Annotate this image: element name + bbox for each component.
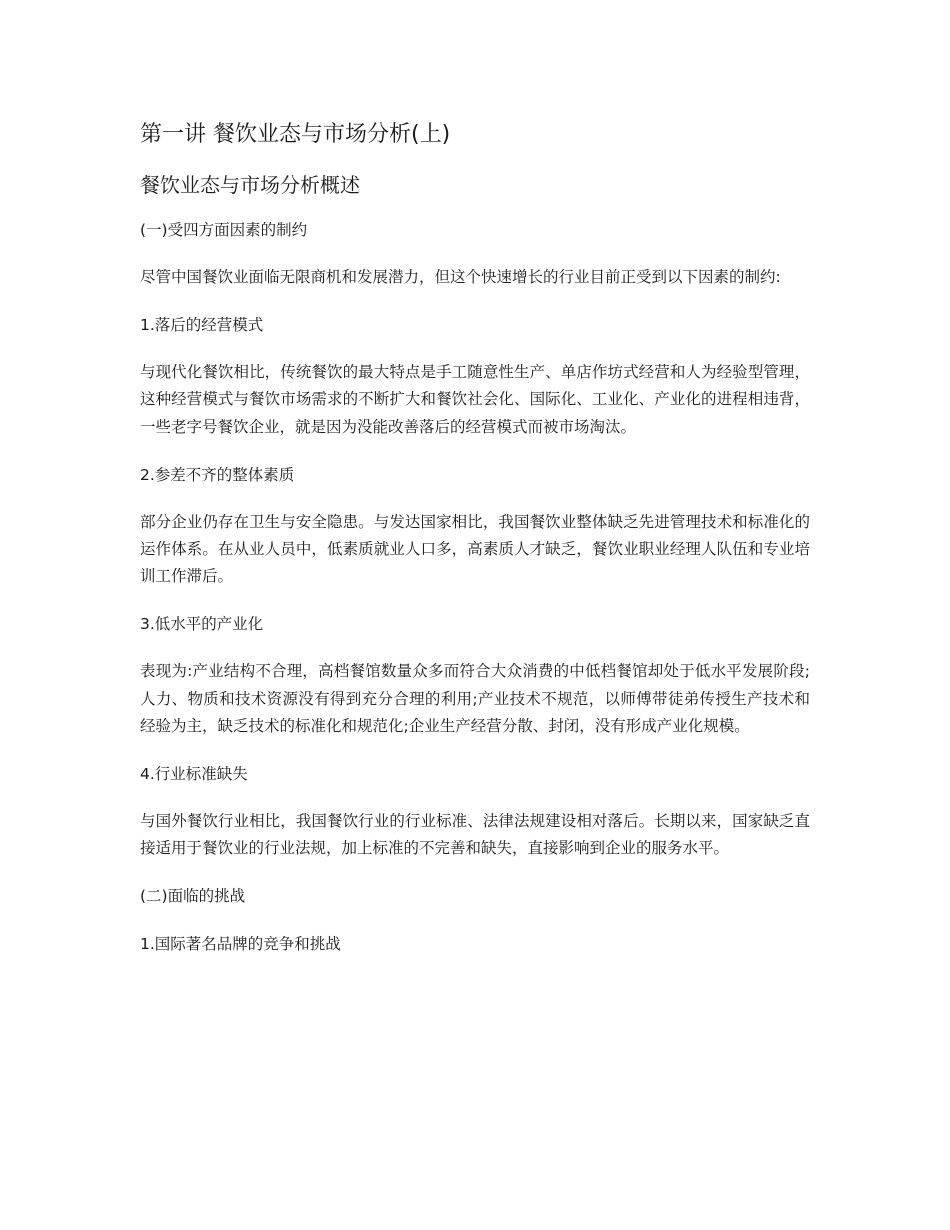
paragraph-intro: 尽管中国餐饮业面临无限商机和发展潜力，但这个快速增长的行业目前正受到以下因素的制约: (140, 268, 781, 286)
section-heading-challenges: (二)面临的挑战 (140, 887, 246, 906)
section-heading-standards: 4.行业标准缺失 (140, 765, 248, 784)
paragraph-industrialization: 表现为:产业结构不合理，高档餐馆数量众多而符合大众消费的中低档餐馆却处于低水平发展阶段;人力、物质和技术资源没有得到充分合理的利用;产业技术不规范，以师傅带徒弟传授生产技术和经验为主，缺乏技术的标准化和规范化;企业生产经营分散、封闭，没有形成产业化规模。 (140, 662, 810, 735)
document-title: 第一讲 餐饮业态与市场分析(上) (140, 122, 451, 147)
paragraph-standards: 与国外餐饮行业相比，我国餐饮行业的行业标准、法律法规建设相对落后。长期以来，国家缺乏直接适用于餐饮业的行业法规，加上标准的不完善和缺失，直接影响到企业的服务水平。 (140, 812, 810, 858)
section-heading-overall-quality: 2.参差不齐的整体素质 (140, 465, 295, 484)
section-heading-business-model: 1.落后的经营模式 (140, 316, 264, 335)
section-heading-constraints: (一)受四方面因素的制约 (140, 221, 308, 239)
paragraph-overall-quality: 部分企业仍存在卫生与安全隐患。与发达国家相比，我国餐饮业整体缺乏先进管理技术和标准化的运作体系。在从业人员中，低素质就业人口多，高素质人才缺乏，餐饮业职业经理人队伍和专业培训工作滞后。 (140, 512, 810, 586)
document-page (140, 118, 810, 978)
section-heading-international-brands: 1.国际著名品牌的竞争和挑战 (140, 935, 341, 954)
section-heading-industrialization: 3.低水平的产业化 (140, 615, 264, 634)
document-subtitle: 餐饮业态与市场分析概述 (140, 173, 360, 197)
paragraph-business-model: 与现代化餐饮相比，传统餐饮的最大特点是手工随意性生产、单店作坊式经营和人为经验型管理，这种经营模式与餐饮市场需求的不断扩大和餐饮社会化、国际化、工业化、产业化的进程相违背，一些老字号餐饮企业，就是因为没能改善落后的经营模式而被市场淘汰。 (140, 363, 810, 436)
